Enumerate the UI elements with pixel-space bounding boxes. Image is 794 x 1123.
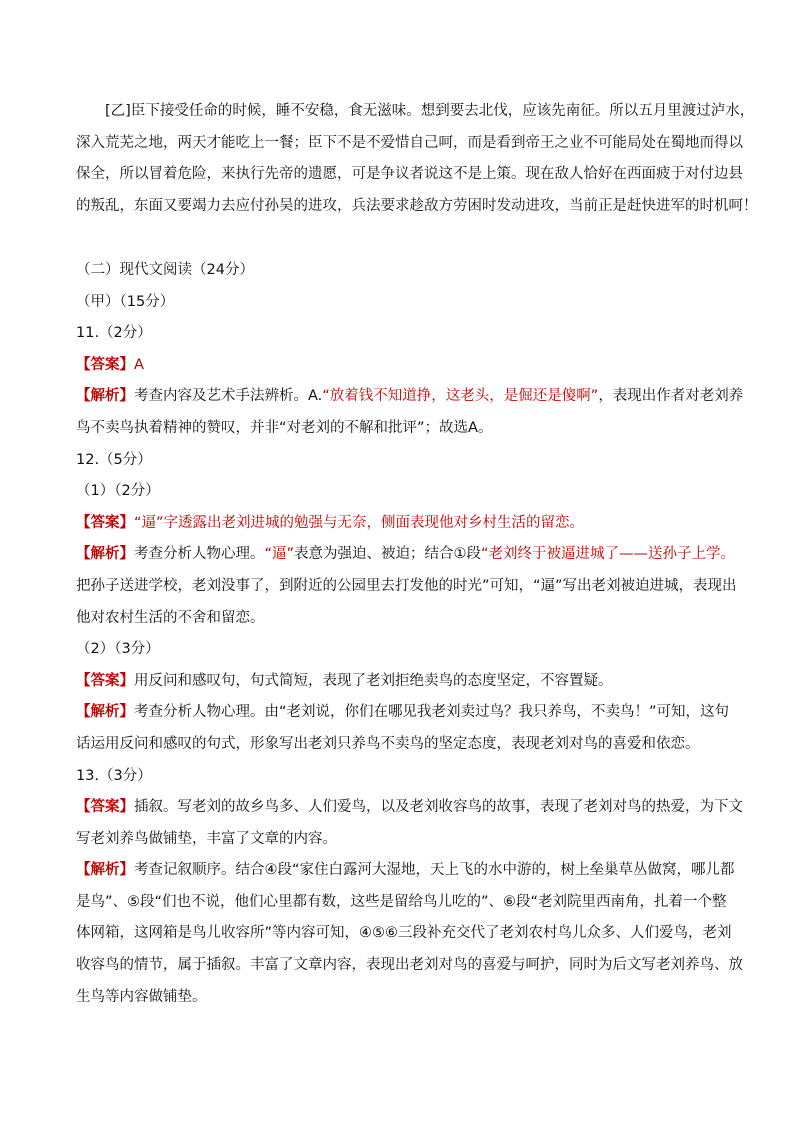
intro-line: 的叛乱，东面又要竭力去应付孙吴的进攻，兵法要求趁敌方劳困时发动进攻，当前正是赶快进军的时机呵！ <box>76 197 758 214</box>
intro-line: 保全，所以冒着危险，来执行先帝的遗愿，可是争议者说这不是上策。现在敌人恰好在西面疲于对付边县 <box>76 166 743 183</box>
answer-tag: 【答案】 <box>76 672 134 689</box>
q13-answer-line: 写老刘养鸟做铺垫，丰富了文章的内容。 <box>76 830 337 847</box>
question-12-heading: 12.（5分） <box>76 451 152 468</box>
q11-analysis-line <box>76 381 744 413</box>
q13-analysis-text: 考查记叙顺序。结合④段“家住白露河大湿地，天上飞的水中游的，树上垒巢草丛做窝，哪儿都 <box>134 862 735 879</box>
q12-analysis-text: 表意为强迫、被迫；结合①段 <box>294 546 482 563</box>
q11-analysis-text: ，表现出作者对老刘养 <box>598 388 744 405</box>
q11-answer-text: A <box>134 356 144 373</box>
q13-analysis-line: 生鸟等内容做铺垫。 <box>76 988 207 1005</box>
analysis-tag: 【解析】 <box>76 546 134 563</box>
q12-sub2-analysis-text: 考查分析人物心理。由“老刘说，你们在哪见我老刘卖过鸟？我只养鸟，不卖鸟！”可知，这句 <box>134 704 730 721</box>
q12-sub1-answer-text: “逼”字透露出老刘进城的勉强与无奈，侧面表现他对乡村生活的留恋。 <box>134 514 585 531</box>
q12-analysis-text: 考查分析人物心理。 <box>134 546 265 563</box>
q13-analysis-line: 体网箱，这网箱是鸟儿收容所”等内容可知，④⑤⑥三段补充交代了老刘农村鸟儿众多、人们爱鸟，老刘 <box>76 925 732 942</box>
question-13-heading: 13.（3分） <box>76 767 152 784</box>
q12-sub1-analysis-line: 他对农村生活的不舍和留恋。 <box>76 609 265 626</box>
q12-sub2-analysis-line: 话运用反问和感叹的句式，形象写出老刘只养鸟不卖鸟的坚定态度，表现老刘对鸟的喜爱和依恋。 <box>76 735 700 752</box>
q12-sub2-analysis-line <box>76 697 730 729</box>
q13-answer <box>76 792 743 824</box>
q13-analysis-line: 收容鸟的情节，属于插叙。丰富了文章内容，表现出老刘对鸟的喜爱与呵护，同时为后文写老刘养鸟、放 <box>76 957 743 974</box>
section-title: （二）现代文阅读（24分） <box>76 262 254 278</box>
q12-sub1-analysis-line <box>76 539 736 571</box>
q12-analysis-quote: “逼” <box>264 546 295 563</box>
part-heading: （甲）（15分） <box>76 293 175 310</box>
question-11-heading: 11.（2分） <box>76 325 152 342</box>
q12-sub2-answer-text: 用反问和感叹句，句式简短，表现了老刘拒绝卖鸟的态度坚定，不容置疑。 <box>134 672 613 689</box>
answers-section <box>76 255 744 1013</box>
q13-answer-text: 插叙。写老刘的故乡鸟多、人们爱鸟，以及老刘收容鸟的故事，表现了老刘对鸟的热爱，为下文 <box>134 799 743 816</box>
answer-tag: 【答案】 <box>76 514 134 531</box>
q12-sub1-answer <box>76 508 722 540</box>
q12-sub2-heading: （2）（3分） <box>76 641 160 658</box>
q11-analysis-line: 鸟不卖鸟执着精神的赞叹，并非“对老刘的不解和批评”；故选A。 <box>76 419 493 436</box>
q12-sub1-analysis-line: 把孙子送进学校，老刘没事了，到附近的公园里去打发他的时光”可知，“逼”写出老刘被迫进城，表现出 <box>76 577 737 594</box>
q11-answer <box>76 350 722 382</box>
q11-analysis-text: 考查内容及艺术手法辨析。A. <box>134 388 323 405</box>
answer-tag: 【答案】 <box>76 799 134 816</box>
analysis-tag: 【解析】 <box>76 862 134 879</box>
q12-analysis-quote: “老刘终于被逼进城了——送孙子上学。 <box>481 546 736 563</box>
analysis-tag: 【解析】 <box>76 704 134 721</box>
intro-line: [乙]臣下接受任命的时候，睡不安稳，食无滋味。想到要去北伐，应该先南征。所以五月里渡过泸水， <box>105 103 755 119</box>
intro-line: 深入荒芜之地，两天才能吃上一餐；臣下不是不爱惜自己呵，而是看到帝王之业不可能局处在蜀地而得以 <box>76 134 743 151</box>
intro-paragraph <box>76 96 758 222</box>
q11-analysis-quote: “放着钱不知道挣，这老头，是倔还是傻啊” <box>322 388 599 405</box>
q13-analysis-line: 是鸟”、⑤段“们也不说，他们心里都有数，这些是留给鸟儿吃的”、⑥段“老刘院里西南角，扎着一个整 <box>76 893 727 910</box>
analysis-tag: 【解析】 <box>76 388 134 405</box>
q13-analysis-line <box>76 855 735 887</box>
q12-sub1-heading: （1）（2分） <box>76 483 160 500</box>
answer-tag: 【答案】 <box>76 356 134 373</box>
q12-sub2-answer <box>76 666 722 698</box>
